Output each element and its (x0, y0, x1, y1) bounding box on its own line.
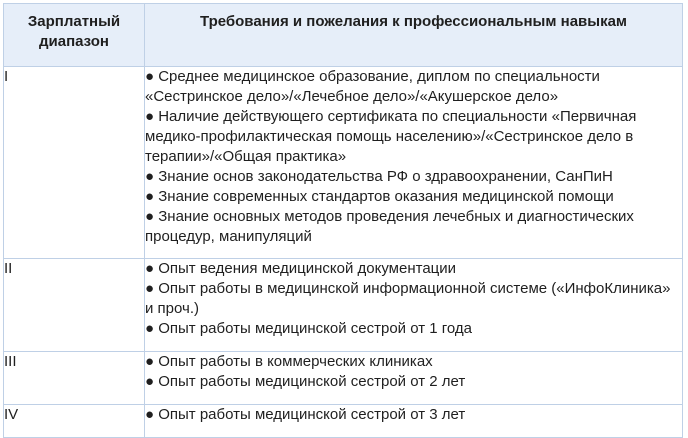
table-row (4, 352, 683, 405)
requirements-cell (145, 67, 683, 259)
list-item: ● Опыт работы медицинской сестрой от 1 года (145, 320, 473, 337)
table-row (4, 67, 683, 259)
header-salary-range: Зарплатный диапазон (4, 4, 145, 67)
requirements-cell (145, 259, 683, 352)
table-header-row (4, 4, 683, 67)
header-requirements: Требования и пожелания к профессиональным навыкам (145, 4, 683, 67)
list-item: ● Знание основных методов проведения лечебных и диагностических процедур, манипуляций (145, 208, 634, 245)
list-item: ● Опыт работы в медицинской информационной системе («ИнфоКлиника» и проч.) (145, 280, 671, 317)
salary-requirements-table (3, 3, 683, 438)
salary-range-cell: II (4, 259, 145, 352)
salary-range-cell: IV (4, 405, 145, 438)
list-item: ● Знание современных стандартов оказания медицинской помощи (145, 188, 614, 205)
table-row (4, 259, 683, 352)
salary-range-cell: III (4, 352, 145, 405)
list-item: ● Наличие действующего сертификата по специальности «Первичная медико-профилактическая помощь населению»/«Сестринское дело в терапии»/«Общая практика» (145, 108, 637, 165)
requirements-cell (145, 352, 683, 405)
list-item: ● Опыт ведения медицинской документации (145, 260, 457, 277)
list-item: ● Знание основ законодательства РФ о здравоохранении, СанПиН (145, 168, 613, 185)
requirements-cell (145, 405, 683, 438)
list-item: ● Среднее медицинское образование, диплом по специальности «Сестринское дело»/«Лечебное дело»/«Акушерское дело» (145, 68, 600, 105)
list-item: ● Опыт работы медицинской сестрой от 3 лет (145, 406, 466, 423)
list-item: ● Опыт работы медицинской сестрой от 2 лет (145, 373, 466, 390)
list-item: ● Опыт работы в коммерческих клиниках (145, 353, 433, 370)
salary-range-cell: I (4, 67, 145, 259)
table-row (4, 405, 683, 438)
